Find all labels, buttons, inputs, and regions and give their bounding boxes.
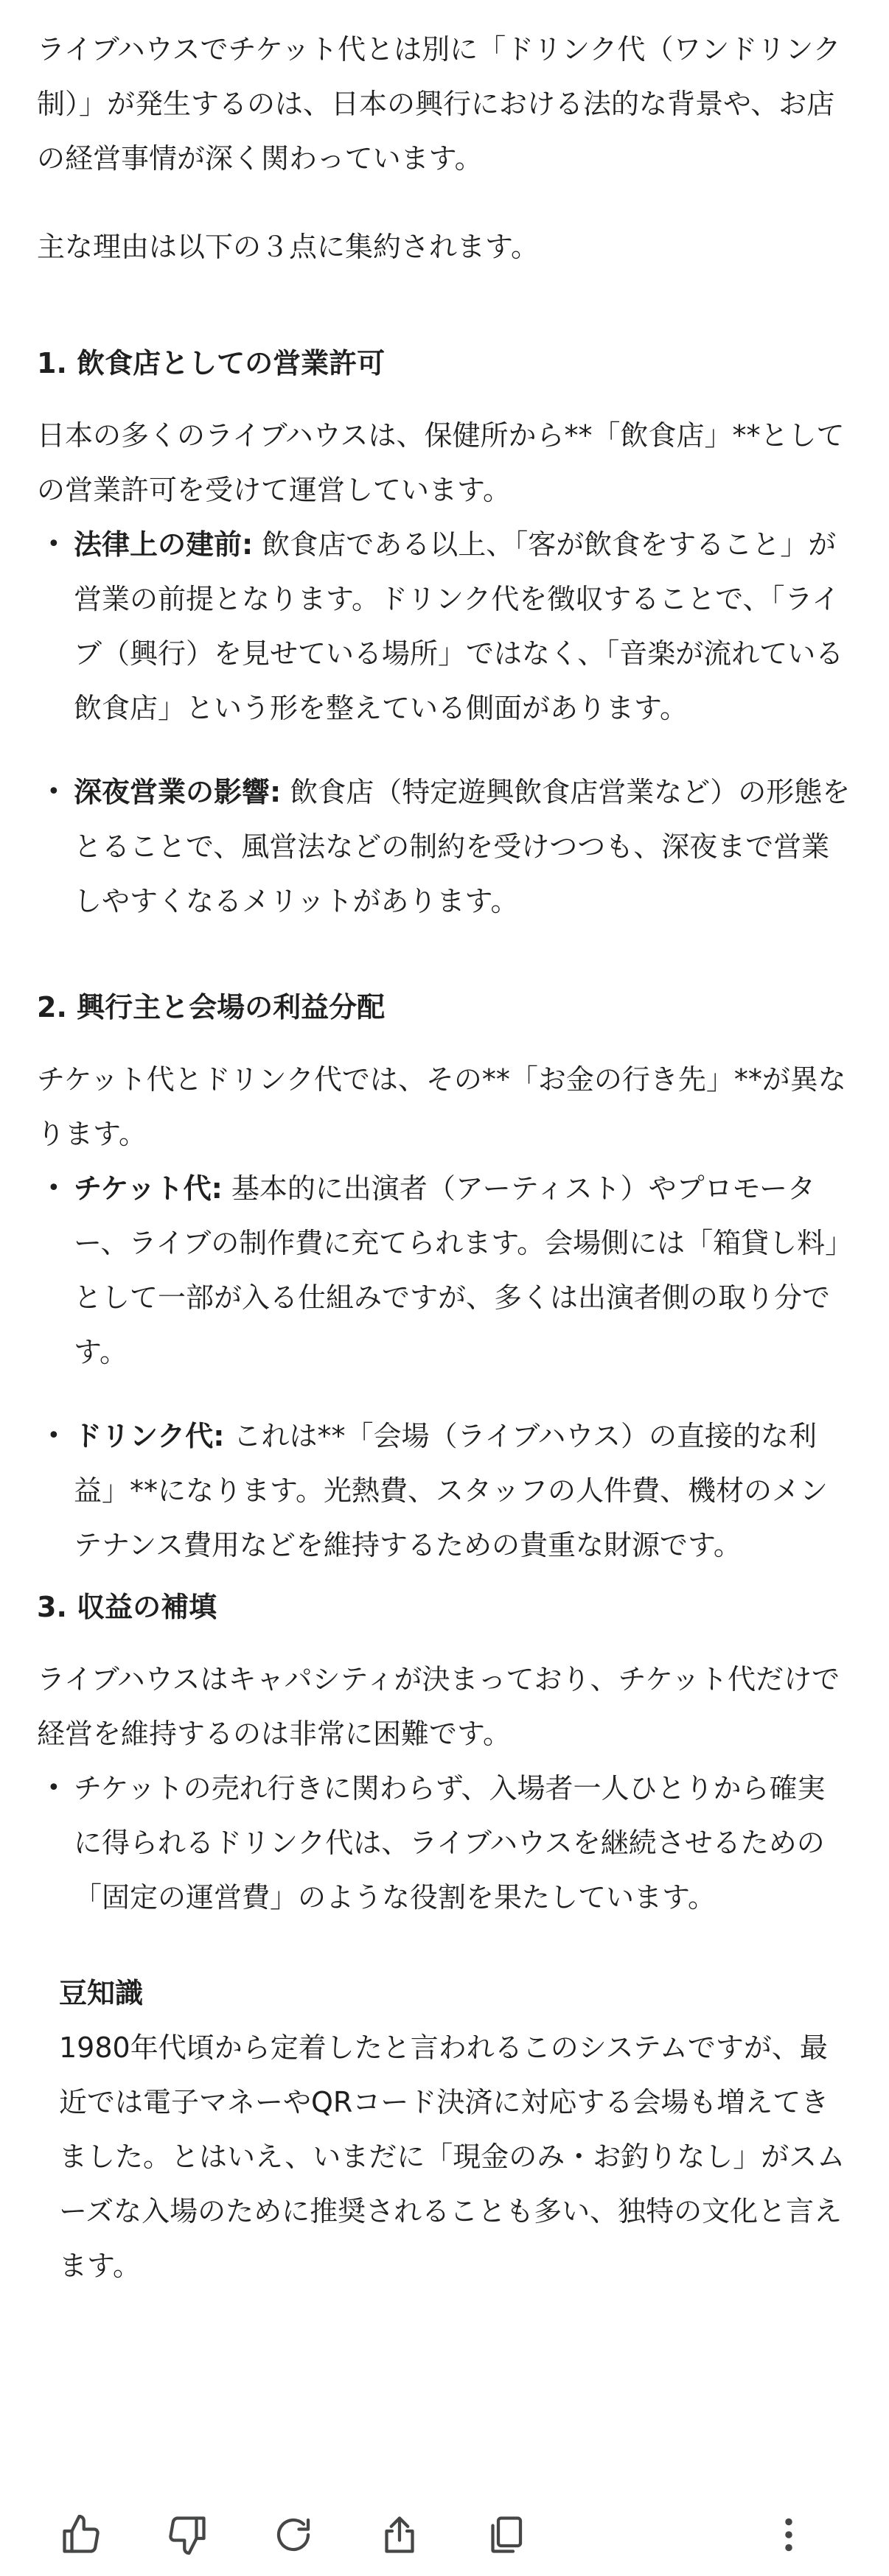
spacer — [37, 928, 852, 980]
bullet-term: ドリンク代: — [74, 1420, 225, 1452]
thumbs-down-button[interactable] — [158, 2505, 217, 2564]
share-button[interactable] — [370, 2505, 429, 2564]
bullet-text: 飲食店である以上、「客が飲食をすること」が営業の前提となります。ドリンク代を徴収することで、「ライブ（興行）を見せている場所」ではなく、「音楽が流れている飲食店」という形を整えている側面があります。 — [74, 528, 844, 724]
regenerate-button[interactable] — [264, 2505, 323, 2564]
more-options-button[interactable] — [759, 2505, 818, 2564]
intro-paragraph: ライブハウスでチケット代とは別に「ドリンク代（ワンドリンク制）」が発生するのは、日本の興行における法的な背景や、お店の経営事情が深く関わっています。 — [37, 33, 841, 175]
section-1-list — [37, 517, 852, 928]
section-1-body: 日本の多くのライブハウスは、保健所から**「飲食店」**としての営業許可を受けて運営しています。 — [37, 419, 845, 506]
more-vert-icon — [767, 2513, 811, 2557]
copy-button[interactable] — [476, 2505, 535, 2564]
thumbs-up-icon — [59, 2513, 103, 2557]
section-3-body: ライブハウスはキャパシティが決まっており、チケット代だけで経営を維持するのは非常に困難です。 — [37, 1663, 840, 1750]
section-2-body: チケット代とドリンク代では、その**「お金の行き先」**が異なります。 — [37, 1063, 846, 1150]
list-item — [37, 1761, 852, 1925]
trivia-note — [59, 1966, 852, 2293]
section-1-heading: 1. 飲食店としての営業許可 — [37, 347, 386, 379]
section-3-list — [37, 1761, 852, 1925]
list-item — [37, 1161, 852, 1379]
section-3-heading: 3. 収益の補填 — [37, 1591, 217, 1623]
trivia-title: 豆知識 — [59, 1977, 144, 2009]
bullet-text: これは**「会場（ライブハウス）の直接的な利益」**になります。光熱費、スタッフの人件費、機材のメンテナンス費用などを維持するための貴重な財源です。 — [74, 1420, 828, 1561]
trivia-body: 1980年代頃から定着したと言われるこのシステムですが、最近では電子マネーやQRコード決済に対応する会場も増えてきました。とはいえ、いまだに「現金のみ・お釣りなし」がスムーズな入場のために推奨されることも多い、独特の文化と言えます。 — [59, 2031, 846, 2282]
thumbs-up-button[interactable] — [52, 2505, 111, 2564]
section-2-list — [37, 1161, 852, 1572]
summary-paragraph: 主な理由は以下の３点に集約されます。 — [37, 231, 539, 263]
list-item — [37, 765, 852, 928]
thumbs-down-icon — [165, 2513, 209, 2557]
share-icon — [377, 2513, 422, 2557]
section-2-heading: 2. 興行主と会場の利益分配 — [37, 991, 386, 1023]
bullet-text: 基本的に出演者（アーティスト）やプロモーター、ライブの制作費に充てられます。会場側には「箱貸し料」として一部が入る仕組みですが、多くは出演者側の取り分です。 — [74, 1172, 840, 1368]
bullet-term: チケット代: — [74, 1172, 223, 1205]
response-action-bar — [52, 2505, 818, 2564]
bullet-term: 法律上の建前: — [74, 528, 254, 561]
copy-icon — [484, 2513, 528, 2557]
bullet-term: 深夜営業の影響: — [74, 776, 282, 808]
bullet-text: チケットの売れ行きに関わらず、入場者一人ひとりから確実に得られるドリンク代は、ライブハウスを継続させるための「固定の運営費」のような役割を果たしています。 — [74, 1772, 826, 1914]
list-item — [37, 517, 852, 735]
spacer — [37, 1572, 852, 1580]
bullet-text: 飲食店（特定遊興飲食店営業など）の形態をとることで、風営法などの制約を受けつつも、深夜まで営業しやすくなるメリットがあります。 — [74, 776, 851, 917]
regenerate-icon — [271, 2513, 315, 2557]
list-item — [37, 1409, 852, 1572]
